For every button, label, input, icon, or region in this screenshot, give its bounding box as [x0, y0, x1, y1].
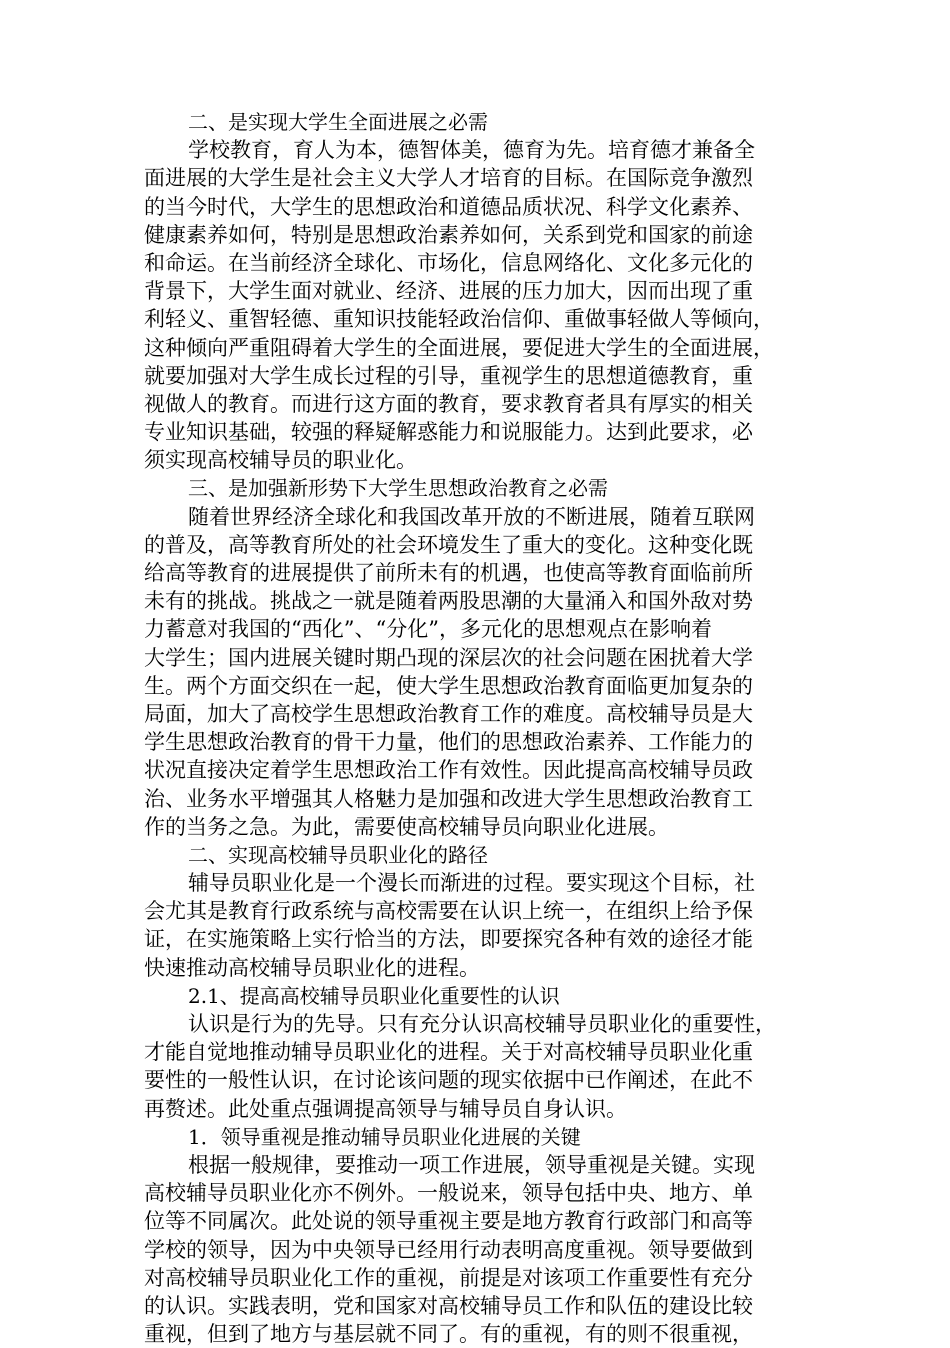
text-line: 和命运。在当前经济全球化、市场化，信息网络化、文化多元化的 — [144, 250, 753, 275]
paragraph — [144, 503, 799, 841]
text-line: 位等不同属次。此处说的领导重视主要是地方教育行政部门和高等 — [144, 1209, 753, 1234]
text-line: 作的当务之急。为此，需要使高校辅导员向职业化进展。 — [144, 814, 669, 839]
text-line: 证，在实施策略上实行恰当的方法，即要探究各种有效的途径才能 — [144, 927, 753, 952]
text-line: 未有的挑战。挑战之一就是随着两股思潮的大量涌入和国外敌对势 — [144, 589, 753, 614]
text-line: 学校的领导，因为中央领导已经用行动表明高度重视。领导要做到 — [144, 1237, 753, 1262]
text-line: 治、业务水平增强其人格魅力是加强和改进大学生思想政治教育工 — [144, 786, 753, 811]
text-line: 背景下，大学生面对就业、经济、进展的压力加大，因而出现了重 — [144, 279, 753, 304]
text-line: 力蓄意对我国的“西化”、“分化”，多元化的思想观点在影响着 — [144, 617, 712, 642]
paragraph — [144, 1151, 799, 1348]
paragraph — [144, 1010, 799, 1123]
text-line: 认识是行为的先导。只有充分认识高校辅导员职业化的重要性， — [188, 1012, 776, 1036]
text-line: 就要加强对大学生成长过程的引导，重视学生的思想道德教育，重 — [144, 363, 753, 388]
text-line: 局面，加大了高校学生思想政治教育工作的难度。高校辅导员是大 — [144, 701, 753, 726]
text-line: 面进展的大学生是社会主义大学人才培育的目标。在国际竞争激烈 — [144, 166, 753, 191]
text-line: 利轻义、重智轻德、重知识技能轻政治信仰、重做事轻做人等倾向， — [144, 307, 774, 332]
text-line: 快速推动高校辅导员职业化的进程。 — [144, 955, 480, 980]
section-heading — [144, 474, 799, 502]
heading-line: 1．领导重视是推动辅导员职业化进展的关键 — [188, 1124, 581, 1149]
text-line: 生。两个方面交织在一起，使大学生思想政治教育面临更加复杂的 — [144, 673, 753, 698]
document-body — [144, 108, 799, 1348]
text-line: 专业知识基础，较强的释疑解惑能力和说服能力。达到此要求，必 — [144, 420, 753, 445]
section-heading — [144, 841, 799, 869]
text-line: 这种倾向严重阻碍着大学生的全面进展，要促进大学生的全面进展， — [144, 335, 774, 360]
text-line: 辅导员职业化是一个漫长而渐进的过程。要实现这个目标，社 — [188, 871, 755, 896]
paragraph — [144, 869, 799, 982]
text-line: 的普及，高等教育所处的社会环境发生了重大的变化。这种变化既 — [144, 532, 753, 557]
section-heading — [144, 1123, 799, 1151]
section-heading — [144, 108, 799, 136]
text-line: 对高校辅导员职业化工作的重视，前提是对该项工作重要性有充分 — [144, 1265, 753, 1290]
text-line: 给高等教育的进展提供了前所未有的机遇，也使高等教育面临前所 — [144, 561, 753, 585]
text-line: 状况直接决定着学生思想政治工作有效性。因此提高高校辅导员政 — [144, 758, 753, 783]
text-line: 再赘述。此处重点强调提高领导与辅导员自身认识。 — [144, 1096, 627, 1121]
text-line: 要性的一般性认识，在讨论该问题的现实依据中已作阐述，在此不 — [144, 1068, 753, 1093]
text-line: 随着世界经济全球化和我国改革开放的不断进展，随着互联网 — [188, 504, 755, 529]
text-line: 才能自觉地推动辅导员职业化的进程。关于对高校辅导员职业化重 — [144, 1040, 753, 1065]
text-line: 重视，但到了地方与基层就不同了。有的重视，有的则不很重视， — [144, 1322, 753, 1347]
text-line: 学生思想政治教育的骨干力量，他们的思想政治素养、工作能力的 — [144, 730, 753, 755]
text-line: 须实现高校辅导员的职业化。 — [144, 448, 417, 473]
paragraph — [144, 136, 799, 474]
section-heading — [144, 982, 799, 1010]
heading-line: 三、是加强新形势下大学生思想政治教育之必需 — [188, 476, 608, 501]
heading-line: 2.1、提高高校辅导员职业化重要性的认识 — [188, 983, 560, 1008]
text-line: 根据一般规律，要推动一项工作进展，领导重视是关键。实现 — [188, 1152, 755, 1177]
text-line: 的认识。实践表明，党和国家对高校辅导员工作和队伍的建设比较 — [144, 1293, 753, 1318]
text-line: 健康素养如何，特别是思想政治素养如何，关系到党和国家的前途 — [144, 222, 753, 247]
text-line: 视做人的教育。而进行这方面的教育，要求教育者具有厚实的相关 — [144, 391, 753, 416]
text-line: 的当今时代，大学生的思想政治和道德品质状况、科学文化素养、 — [144, 194, 753, 219]
text-line: 会尤其是教育行政系统与高校需要在认识上统一，在组织上给予保 — [144, 899, 753, 924]
heading-line: 二、实现高校辅导员职业化的路径 — [188, 842, 488, 867]
text-line: 学校教育，育人为本，德智体美，德育为先。培育德才兼备全 — [188, 138, 755, 163]
text-line: 高校辅导员职业化亦不例外。一般说来，领导包括中央、地方、单 — [144, 1181, 753, 1206]
heading-line: 二、是实现大学生全面进展之必需 — [188, 110, 488, 134]
text-line: 大学生；国内进展关键时期凸现的深层次的社会问题在困扰着大学 — [144, 645, 753, 670]
